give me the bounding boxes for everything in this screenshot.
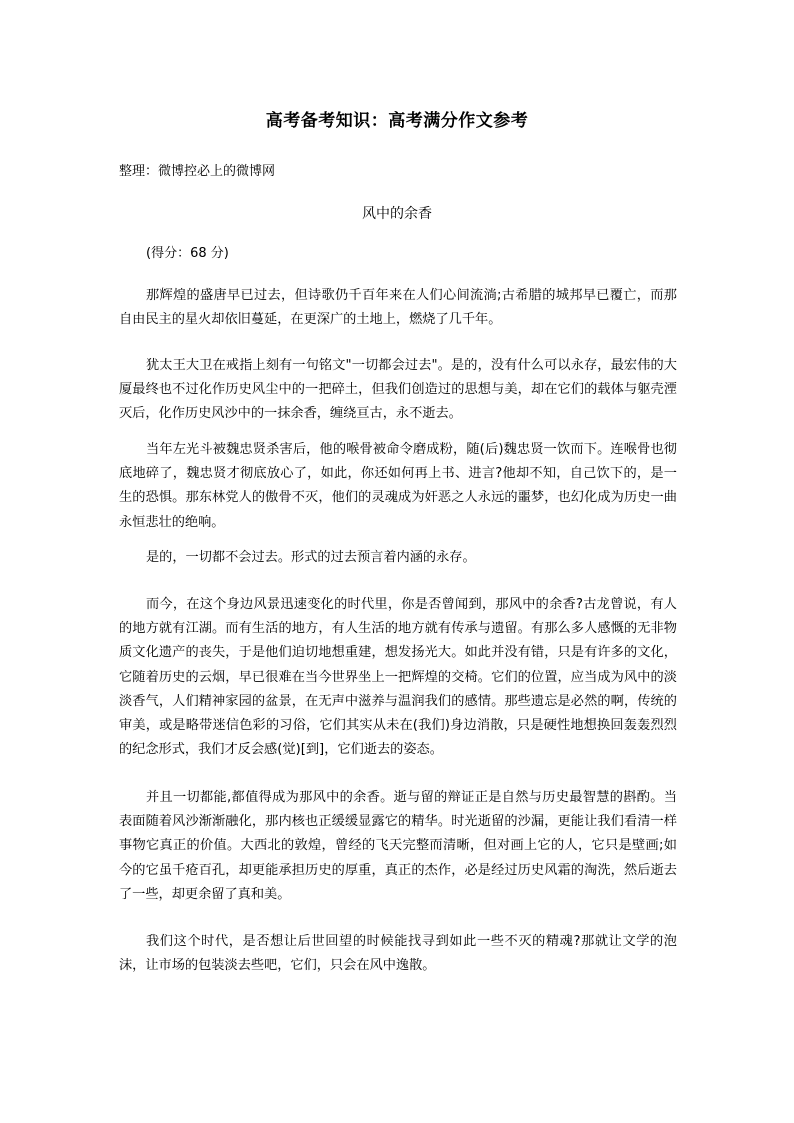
score-line: (得分：68 分)	[146, 246, 229, 261]
paragraph: 我们这个时代，是否想让后世回望的时候能找寻到如此一些不灭的精魂?那就让文学的泡沫，让市场的包装淡去些吧，它们，只会在风中逸散。	[119, 934, 677, 974]
compiler-line: 整理：微博控必上的微博网	[119, 164, 276, 179]
paragraph: 犹太王大卫在戒指上刻有一句铭文"一切都会过去"。是的，没有什么可以永存，最宏伟的大厦最终也不过化作历史风尘中的一把碎土，但我们创造过的思想与美，却在它们的载体与躯壳湮灭后，化作历史风沙中的一抹余香，缠绕亘古，永不逝去。	[119, 358, 677, 422]
paragraph: 并且一切都能,都值得成为那风中的余香。逝与留的辩证正是自然与历史最智慧的斟酌。当表面随着风沙渐渐融化，那内核也正缓缓显露它的精华。时光逝留的沙漏，更能让我们看清一样事物它真正的价值。大西北的敦煌，曾经的飞天完整而清晰，但对画上它的人，它只是壁画;如今的它虽千疮百孔，却更能承担历史的厚重，真正的杰作，必是经过历史风霜的淘洗，然后逝去了一些，却更余留了真和美。	[119, 790, 677, 902]
paragraph: 当年左光斗被魏忠贤杀害后，他的喉骨被命令磨成粉，随(后)魏忠贤一饮而下。连喉骨也彻底地碎了，魏忠贤才彻底放心了，如此，你还如何再上书、进言?他却不知，自己饮下的，是一生的恐惧。那东林党人的傲骨不灭，他们的灵魂成为奸恶之人永远的噩梦，也幻化成为历史一曲永恒悲壮的绝响。	[119, 442, 677, 530]
paragraph: 而今，在这个身边风景迅速变化的时代里，你是否曾闻到，那风中的余香?古龙曾说，有人的地方就有江湖。而有生活的地方，有人生活的地方就有传承与遗留。有那么多人感慨的无非物质文化遗产的丧失，于是他们迫切地想重建，想发扬光大。如此并没有错，只是有许多的文化，它随着历史的云烟，早已很难在当今世界坐上一把辉煌的交椅。它们的位置，应当成为风中的淡淡香气，人们精神家园的盆景，在无声中滋养与温润我们的感情。那些遗忘是必然的啊，传统的审美，或是略带迷信色彩的习俗，它们其实从未在(我们)身边消散，只是硬性地想换回轰轰烈烈的纪念形式，我们才反会感(觉)[到]，它们逝去的姿态。	[119, 597, 677, 758]
document-title: 高考备考知识：高考满分作文参考	[265, 111, 529, 131]
essay-title: 风中的余香	[362, 206, 432, 222]
paragraph: 那辉煌的盛唐早已过去，但诗歌仍千百年来在人们心间流淌;古希腊的城邦早已覆亡，而那自由民主的星火却依旧蔓延，在更深广的土地上，燃烧了几千年。	[119, 288, 677, 328]
paragraph: 是的，一切都不会过去。形式的过去预言着内涵的永存。	[146, 550, 476, 565]
